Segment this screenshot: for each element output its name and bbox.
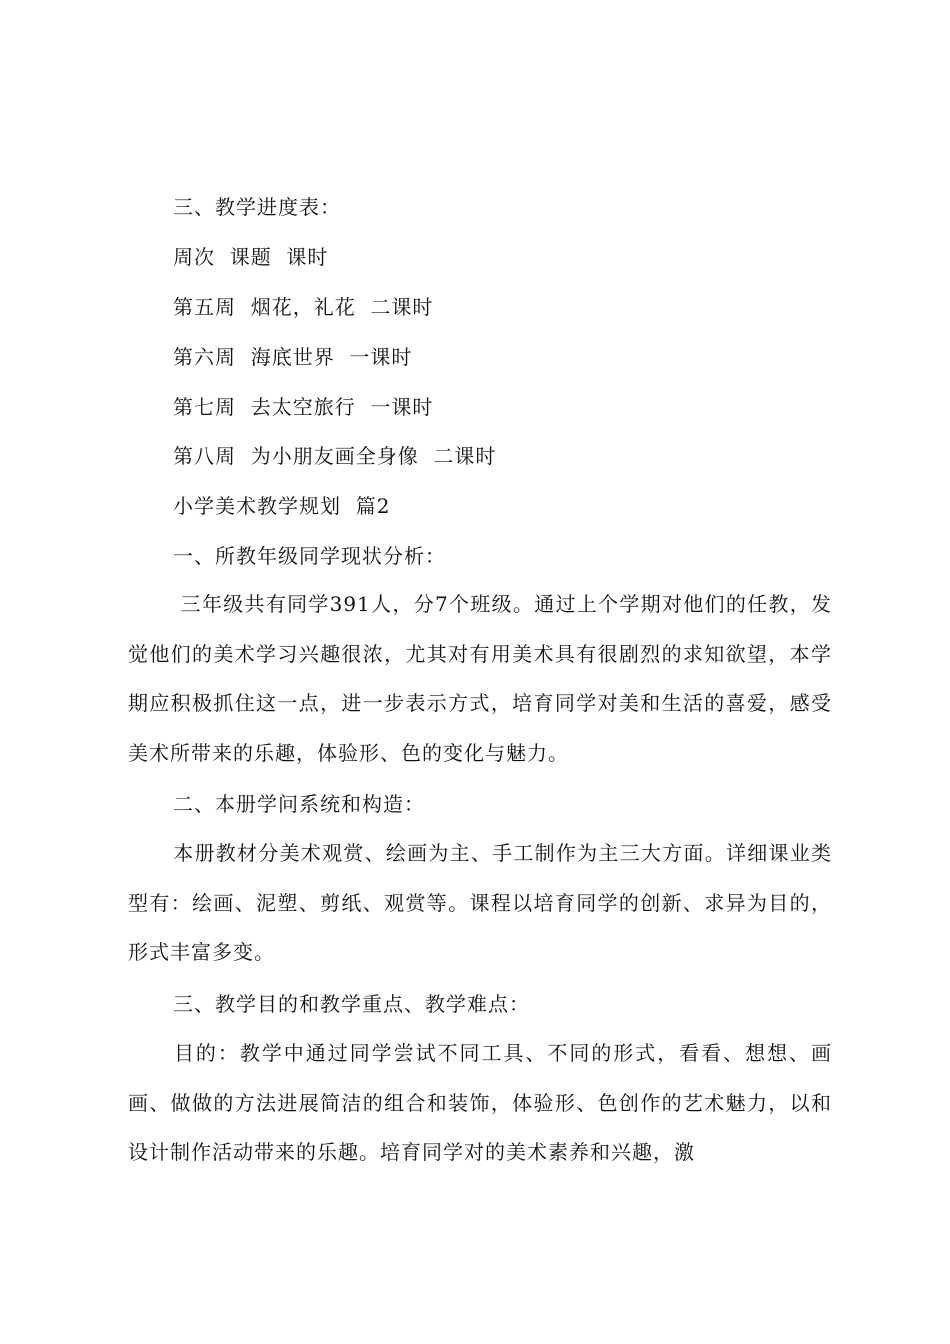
section-title: 小学美术教学规划 篇2 (173, 494, 391, 518)
heading-teaching-goals: 三、教学目的和教学重点、教学难点： (173, 992, 530, 1016)
schedule-row: 第八周 为小朋友画全身像 二课时 (173, 444, 497, 468)
schedule-row: 第五周 烟花，礼花 二课时 (173, 295, 434, 319)
paragraph-student-analysis: 三年级共有同学391人，分7个班级。通过上个学期对他们的任教，发觉他们的美术学习兴趣很浓，尤其对有用美术具有很剧烈的求知欲望，本学期应积极抓住这一点，进一步表示方式，培育同学对美和生活的喜爱，感受美术所带来的乐趣，体验形、色的变化与魅力。 (128, 592, 832, 765)
heading-student-analysis: 一、所教年级同学现状分析： (173, 544, 446, 568)
paragraph-knowledge-system: 本册教材分美术观赏、绘画为主、手工制作为主三大方面。详细课业类型有：绘画、泥塑、剪纸、观赏等。课程以培育同学的创新、求异为目的，形式丰富多变。 (128, 841, 832, 964)
heading-knowledge-system: 二、本册学问系统和构造： (173, 792, 425, 816)
schedule-heading: 三、教学进度表： (173, 195, 341, 219)
schedule-row: 第六周 海底世界 一课时 (173, 345, 413, 369)
schedule-header-row: 周次 课题 课时 (173, 245, 329, 269)
paragraph-teaching-goals: 目的：教学中通过同学尝试不同工具、不同的形式，看看、想想、画画、做做的方法进展简洁的组合和装饰，体验形、色创作的艺术魅力，以和设计制作活动带来的乐趣。培育同学对的美术素养和兴趣，激 (128, 1041, 832, 1164)
schedule-row: 第七周 去太空旅行 一课时 (173, 395, 434, 419)
